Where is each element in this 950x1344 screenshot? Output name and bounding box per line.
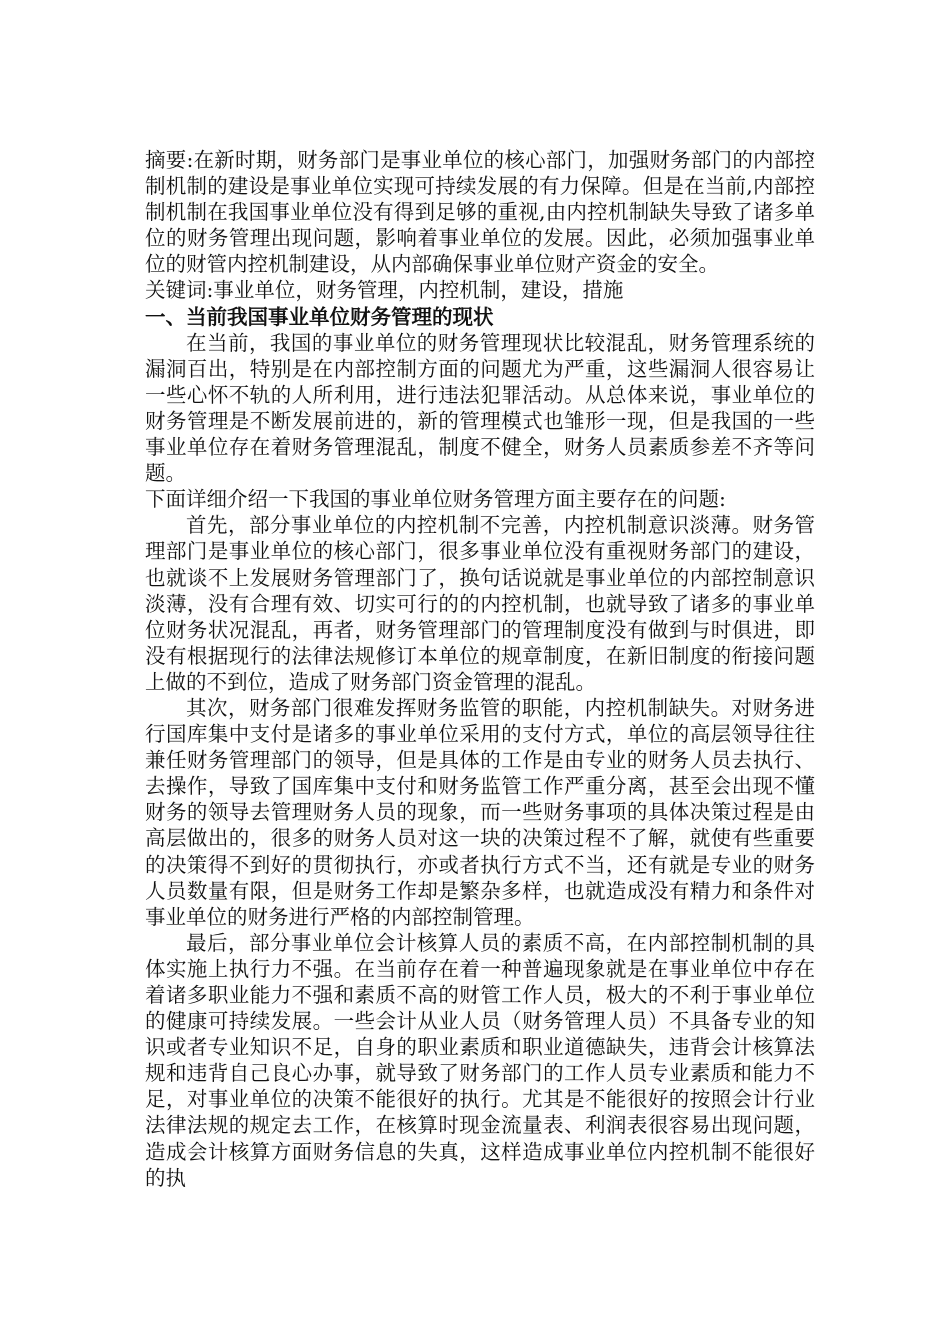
keywords-line: 关键词:事业单位，财务管理，内控机制，建设，措施 — [145, 278, 624, 303]
body-paragraph-first-problem: 首先，部分事业单位的内控机制不完善，内控机制意识淡薄。财务管理部门是事业单位的核心部门，很多事业单位没有重视财务部门的建设，也就谈不上发展财务管理部门了，换句话说就是事业单位的内部控制意识淡薄，没有合理有效、切实可行的的内控机制，也就导致了诸多的事业单位财务状况混乱，再者，财务管理部门的管理制度没有做到与时俱进，即没有根据现行的法律法规修订本单位的规章制度，在新旧制度的衔接问题上做的不到位，造成了财务部门资金管理的混乱。 — [145, 513, 815, 694]
body-paragraph-third-problem: 最后，部分事业单位会计核算人员的素质不高，在内部控制机制的具体实施上执行力不强。在当前存在着一种普遍现象就是在事业单位中存在着诸多职业能力不强和素质不高的财管工作人员，极大的不利于事业单位的健康可持续发展。一些会计从业人员（财务管理人员）不具备专业的知识或者专业知识不足，自身的职业素质和职业道德缺失，违背会计核算法规和违背自己良心办事，就导致了财务部门的工作人员专业素质和能力不足，对事业单位的决策不能很好的执行。尤其是不能很好的按照会计行业法律法规的规定去工作，在核算时现金流量表、利润表很容易出现问题，造成会计核算方面财务信息的失真，这样造成事业单位内控机制不能很好的执 — [145, 930, 815, 1190]
body-paragraph-second-problem: 其次，财务部门很难发挥财务监管的职能，内控机制缺失。对财务进行国库集中支付是诸多的事业单位采用的支付方式，单位的高层领导往往兼任财务管理部门的领导，但是具体的工作是由专业的财务人员去执行、去操作，导致了国库集中支付和财务监管工作严重分离，甚至会出现不懂财务的领导去管理财务人员的现象，而一些财务事项的具体决策过程是由高层做出的，很多的财务人员对这一块的决策过程不了解，就使有些重要的决策得不到好的贯彻执行，亦或者执行方式不当，还有就是专业的财务人员数量有限，但是财务工作却是繁杂多样，也就造成没有精力和条件对事业单位的财务进行严格的内部控制管理。 — [145, 695, 815, 929]
body-paragraph-intro-problems: 下面详细介绍一下我国的事业单位财务管理方面主要存在的问题: — [145, 487, 726, 512]
abstract-paragraph: 摘要:在新时期，财务部门是事业单位的核心部门，加强财务部门的内部控制机制的建设是事业单位实现可持续发展的有力保障。但是在当前,内部控制机制在我国事业单位没有得到足够的重视,由内控机制缺失导致了诸多单位的财务管理出现问题，影响着事业单位的发展。因此，必须加强事业单位的财管内控机制建设，从内部确保事业单位财产资金的安全。 — [145, 148, 815, 277]
body-paragraph-current-status: 在当前，我国的事业单位的财务管理现状比较混乱，财务管理系统的漏洞百出，特别是在内部控制方面的问题尤为严重，这些漏洞人很容易让一些心怀不轨的人所利用，进行违法犯罪活动。从总体来说，事业单位的财务管理是不断发展前进的，新的管理模式也雏形一现，但是我国的一些事业单位存在着财务管理混乱，制度不健全，财务人员素质参差不齐等问题。 — [145, 330, 815, 486]
section-heading: 一、当前我国事业单位财务管理的现状 — [145, 304, 494, 329]
document-page — [145, 147, 815, 1191]
